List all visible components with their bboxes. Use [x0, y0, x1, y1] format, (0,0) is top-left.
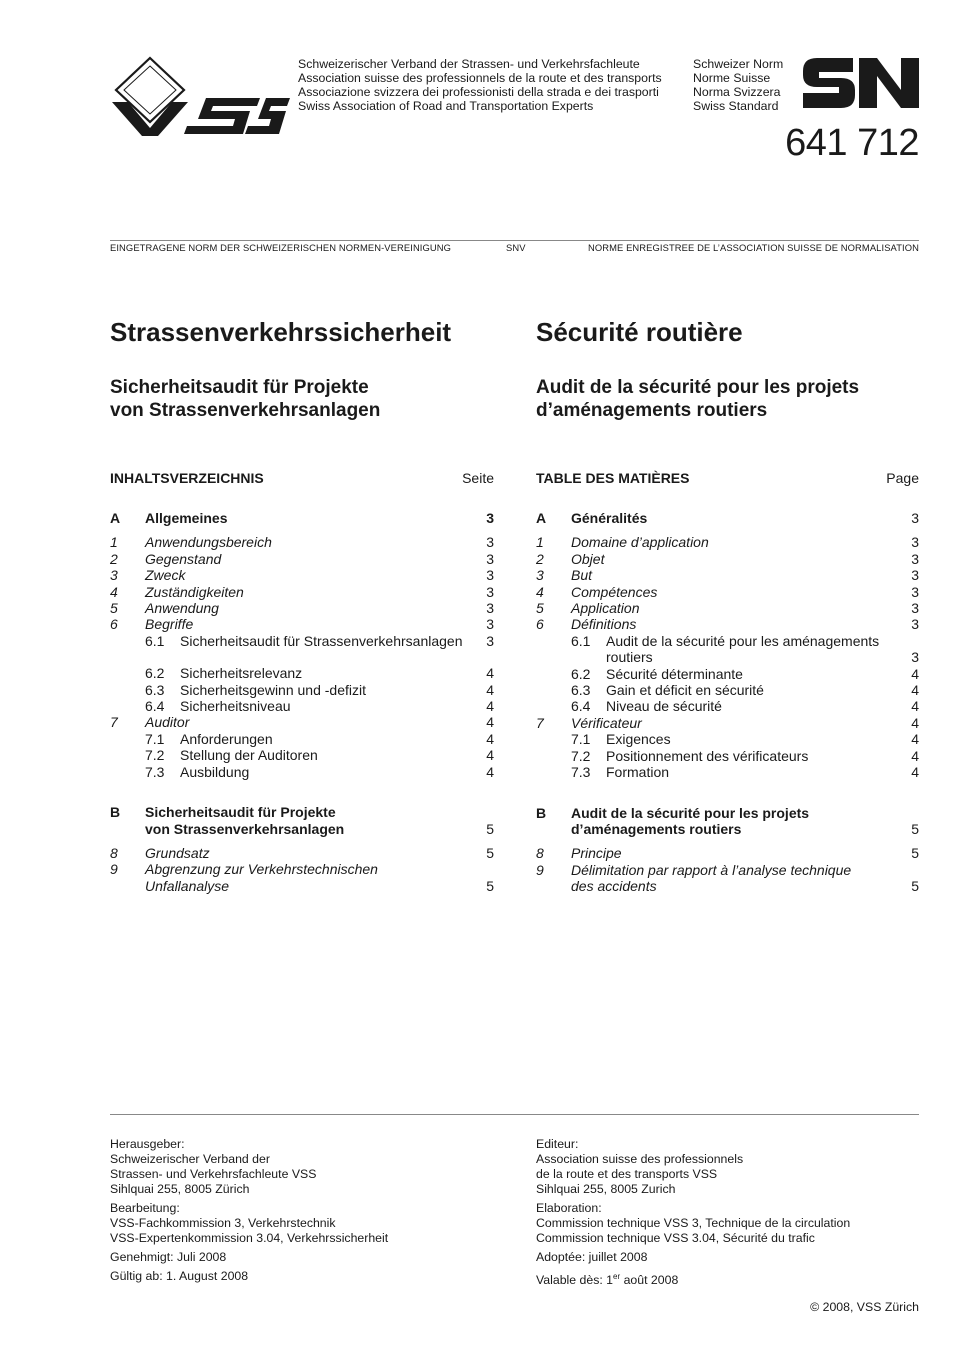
toc-row[interactable]: 7 Vérificateur 4 [536, 714, 919, 731]
sn-mark-logo [803, 58, 919, 108]
subtitle-de-line2: von Strassenverkehrsanlagen [110, 400, 381, 421]
toc-row[interactable]: 2 Objet 3 [536, 550, 919, 567]
org-line-fr: Association suisse des professionnels de la route et des transports [298, 71, 662, 85]
toc-row[interactable]: 6.3 Gain et déficit en sécurité 4 [571, 682, 919, 699]
toc-row[interactable]: 7.2 Positionnement des vérificateurs 4 [571, 747, 919, 764]
toc-row[interactable]: B Sicherheitsaudit für Projekte von Strassenverkehrsanlagen 5 [110, 804, 494, 837]
approved-de: Genehmigt: Juli 2008 [110, 1250, 227, 1264]
publisher-line1-de: Schweizerischer Verband der [110, 1152, 270, 1166]
footer-fr [536, 1137, 919, 1292]
toc-row[interactable]: 6 Begriffe 3 [110, 616, 494, 633]
toc-page-label-fr: Page [886, 470, 919, 486]
toc-row[interactable]: 6.1 Audit de la sécurité pour les aménagements routiers 3 [571, 632, 919, 666]
std-line-en: Swiss Standard [693, 99, 779, 113]
toc-row[interactable]: 6.2 Sécurité déterminante 4 [571, 665, 919, 682]
prepared-line1-de: VSS-Fachkommission 3, Verkehrstechnik [110, 1216, 336, 1230]
approved-fr: Adoptée: juillet 2008 [536, 1250, 648, 1264]
toc-row[interactable]: 7.3 Ausbildung 4 [145, 763, 494, 780]
title-fr: Sécurité routière [536, 317, 743, 347]
toc-row[interactable]: 7.2 Stellung der Auditoren 4 [145, 747, 494, 764]
valid-de: Gültig ab: 1. August 2008 [110, 1269, 249, 1283]
toc-row[interactable]: 7 Auditor 4 [110, 714, 494, 731]
publisher-line2-fr: de la route et des transports VSS [536, 1167, 718, 1181]
toc-title-de: INHALTSVERZEICHNIS [110, 470, 264, 486]
toc-row[interactable]: 4 Zuständigkeiten 3 [110, 583, 494, 600]
organization-names [298, 57, 662, 113]
copyright: © 2008, VSS Zürich [810, 1300, 919, 1314]
toc-row[interactable]: 8 Grundsatz 5 [110, 844, 494, 861]
toc-row[interactable]: 1 Anwendungsbereich 3 [110, 534, 494, 551]
toc-row[interactable]: 2 Gegenstand 3 [110, 550, 494, 567]
address-de: Sihlquai 255, 8005 Zürich [110, 1182, 250, 1196]
std-line-it: Norma Svizzera [693, 85, 781, 99]
registration-fr: NORME ENREGISTREE DE L’ASSOCIATION SUISSE DE NORMALISATION [587, 242, 919, 253]
toc-row[interactable]: 7.1 Exigences 4 [571, 731, 919, 748]
subtitle-fr [536, 376, 919, 422]
toc-row[interactable]: 3 Zweck 3 [110, 567, 494, 584]
toc-row[interactable]: 8 Principe 5 [536, 845, 919, 862]
toc-row[interactable]: 1 Domaine d’application 3 [536, 534, 919, 551]
address-fr: Sihlquai 255, 8005 Zurich [536, 1182, 676, 1196]
toc-row[interactable]: 6.4 Niveau de sécurité 4 [571, 698, 919, 715]
publisher-label-de: Herausgeber: [110, 1137, 185, 1151]
toc-title-fr: TABLE DES MATIÈRES [536, 470, 690, 486]
prepared-label-fr: Elaboration: [536, 1201, 602, 1215]
toc-row[interactable]: 7.3 Formation 4 [571, 764, 919, 781]
publisher-line2-de: Strassen- und Verkehrsfachleute VSS [110, 1167, 317, 1181]
registration-de: EINGETRAGENE NORM DER SCHWEIZERISCHEN NORMEN-VEREINIGUNG [110, 242, 452, 253]
publisher-line1-fr: Association suisse des professionnels [536, 1152, 744, 1166]
valid-fr: Valable dès: 1er août 2008 [536, 1272, 679, 1288]
toc-page-label-de: Seite [462, 470, 494, 486]
toc-header-fr [536, 469, 919, 487]
org-line-en: Swiss Association of Road and Transportation Experts [298, 99, 594, 113]
toc-row[interactable]: 7.1 Anforderungen 4 [145, 730, 494, 747]
footer-de [110, 1137, 494, 1288]
prepared-label-de: Bearbeitung: [110, 1201, 180, 1215]
toc-row[interactable]: 6.1 Sicherheitsaudit für Strassenverkehrsanlagen 3 [145, 632, 494, 649]
publisher-label-fr: Editeur: [536, 1137, 579, 1151]
standard-type-names [693, 57, 783, 113]
toc-row[interactable]: 6 Définitions 3 [536, 616, 919, 633]
toc-row[interactable]: 4 Compétences 3 [536, 583, 919, 600]
toc-row[interactable]: 9 Délimitation par rapport à l’analyse technique des accidents 5 [536, 861, 919, 895]
registration-snv: SNV [506, 242, 526, 253]
vss-logo [110, 56, 290, 138]
toc-row[interactable]: 5 Anwendung 3 [110, 600, 494, 617]
toc-row[interactable]: 3 But 3 [536, 567, 919, 584]
prepared-line1-fr: Commission technique VSS 3, Technique de la circulation [536, 1216, 851, 1230]
org-line-de: Schweizerischer Verband der Strassen- und Verkehrsfachleute [298, 57, 640, 71]
footer-rule [110, 1114, 919, 1115]
std-line-de: Schweizer Norm [693, 57, 784, 71]
toc-row[interactable]: 6.4 Sicherheitsniveau 4 [145, 698, 494, 715]
toc-row[interactable]: 9 Abgrenzung zur Verkehrstechnischen Unfallanalyse 5 [110, 861, 494, 894]
toc-fr [536, 510, 919, 895]
toc-row[interactable]: A Généralités 3 [536, 510, 919, 526]
standard-number: 641 712 [785, 122, 919, 164]
subtitle-fr-line1: Audit de la sécurité pour les projets [536, 377, 860, 398]
toc-header-de [110, 469, 494, 487]
toc-row[interactable]: 6.3 Sicherheitsgewinn und -defizit 4 [145, 681, 494, 698]
prepared-line2-fr: Commission technique VSS 3.04, Sécurité du trafic [536, 1231, 815, 1245]
toc-row[interactable]: 5 Application 3 [536, 600, 919, 617]
title-de: Strassenverkehrssicherheit [110, 317, 452, 347]
registration-rule [110, 240, 919, 241]
subtitle-de-line1: Sicherheitsaudit für Projekte [110, 377, 369, 398]
std-line-fr: Norme Suisse [693, 71, 771, 85]
toc-row[interactable]: B Audit de la sécurité pour les projets d’aménagements routiers 5 [536, 804, 919, 837]
toc-row[interactable]: A Allgemeines 3 [110, 510, 494, 526]
toc-row[interactable]: 6.2 Sicherheitsrelevanz 4 [145, 665, 494, 682]
toc-de [110, 510, 494, 894]
prepared-line2-de: VSS-Expertenkommission 3.04, Verkehrssicherheit [110, 1231, 389, 1245]
subtitle-fr-line2: d’aménagements routiers [536, 400, 768, 421]
org-line-it: Associazione svizzera dei professionisti della strada e dei trasporti [298, 85, 659, 99]
subtitle-de [110, 376, 494, 422]
